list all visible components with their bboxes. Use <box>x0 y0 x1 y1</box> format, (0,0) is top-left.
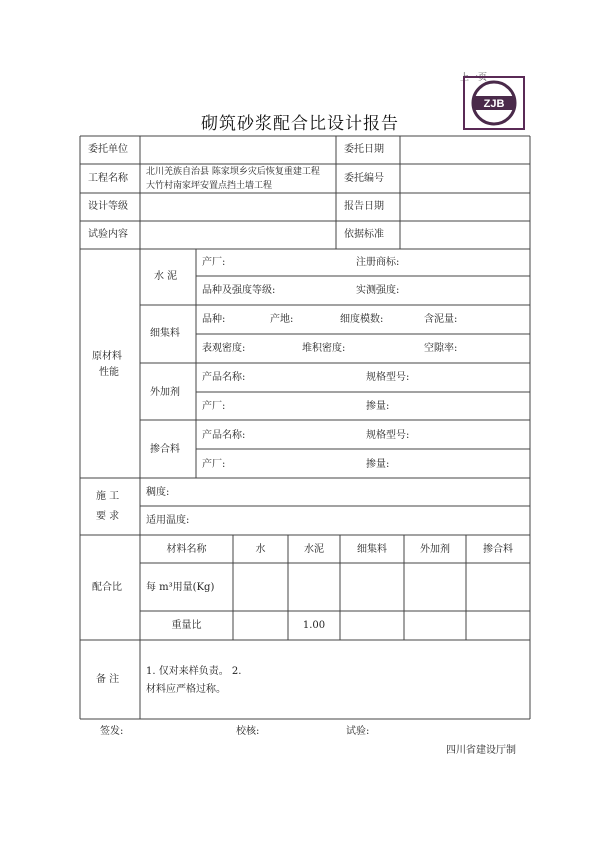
mix-dosage-label: 每 m³用量(Kg) <box>146 582 215 593</box>
issue-signature-label: 签发: <box>100 726 124 737</box>
mix-header-aggregate: 细集料 <box>357 544 387 555</box>
construction-label-line2: 要 求 <box>96 511 120 522</box>
aggregate-void-ratio: 空隙率: <box>424 343 458 354</box>
temperature-field: 适用温度: <box>146 515 190 526</box>
cement-strength: 实测强度: <box>356 285 400 296</box>
project-value-line2: 大竹村南家坪安置点挡土墙工程 <box>146 181 273 191</box>
remarks-label: 备 注 <box>96 674 120 685</box>
mix-header-material-name: 材料名称 <box>166 544 207 555</box>
addition-name: 产品名称: <box>202 430 246 441</box>
logo-reference: 上一页 <box>460 73 488 83</box>
check-signature-label: 校核: <box>236 726 260 737</box>
mix-header-cement: 水泥 <box>304 544 324 555</box>
aggregate-fineness: 细度模数: <box>340 314 384 325</box>
addition-model: 规格型号: <box>366 430 410 441</box>
cement-brand: 注册商标: <box>356 257 400 268</box>
aggregate-mud: 含泥量: <box>424 314 458 325</box>
mix-ratio-cement-value: 1.00 <box>302 620 326 631</box>
cement-grade: 品种及强度等级: <box>202 285 276 296</box>
admixture-label: 外加剂 <box>150 387 180 398</box>
construction-label-line1: 施 工 <box>96 491 120 502</box>
addition-dosage: 掺量: <box>366 459 390 470</box>
mix-ratio-label: 重量比 <box>171 620 202 631</box>
addition-label: 掺合料 <box>150 444 180 455</box>
cement-factory: 产厂: <box>202 257 226 268</box>
aggregate-variety: 品种: <box>202 314 226 325</box>
remarks-line1: 1. 仅对来样负责。 2. <box>146 666 242 677</box>
mix-header-water: 水 <box>255 544 266 555</box>
materials-section-label-line2: 性能 <box>99 367 119 378</box>
design-grade-label: 设计等级 <box>88 201 128 212</box>
project-label: 工程名称 <box>88 173 128 184</box>
materials-section-label-line1: 原材料 <box>92 351 122 362</box>
cement-label: 水 泥 <box>154 271 178 282</box>
mix-header-addition: 掺合料 <box>483 544 513 555</box>
admixture-dosage: 掺量: <box>366 401 390 412</box>
mix-header-admixture: 外加剂 <box>420 544 450 555</box>
aggregate-apparent-density: 表观密度: <box>202 343 246 354</box>
admixture-model: 规格型号: <box>366 372 410 383</box>
report-date-label: 报告日期 <box>344 201 384 212</box>
client-label: 委托单位 <box>88 144 128 155</box>
test-signature-label: 试验: <box>346 726 370 737</box>
admixture-factory: 产厂: <box>202 401 226 412</box>
mix-label: 配合比 <box>92 582 122 593</box>
commission-date-label: 委托日期 <box>344 144 384 155</box>
addition-factory: 产厂: <box>202 459 226 470</box>
test-content-label: 试验内容 <box>88 229 128 240</box>
standard-label: 依据标准 <box>344 229 384 240</box>
consistency-field: 稠度: <box>146 487 170 498</box>
svg-text:ZJB: ZJB <box>483 98 505 110</box>
remarks-line2: 材料应严格过称。 <box>146 684 226 695</box>
commission-no-label: 委托编号 <box>344 173 384 184</box>
aggregate-label: 细集料 <box>150 328 180 339</box>
project-value-line1: 北川羌族自治县 陈家坝乡灾后恢复重建工程 <box>146 167 320 177</box>
issuer-footer: 四川省建设厅制 <box>446 745 516 756</box>
admixture-name: 产品名称: <box>202 372 246 383</box>
page-title: 砌筑砂浆配合比设计报告 <box>201 114 399 134</box>
aggregate-origin: 产地: <box>270 314 294 325</box>
aggregate-bulk-density: 堆积密度: <box>302 343 346 354</box>
